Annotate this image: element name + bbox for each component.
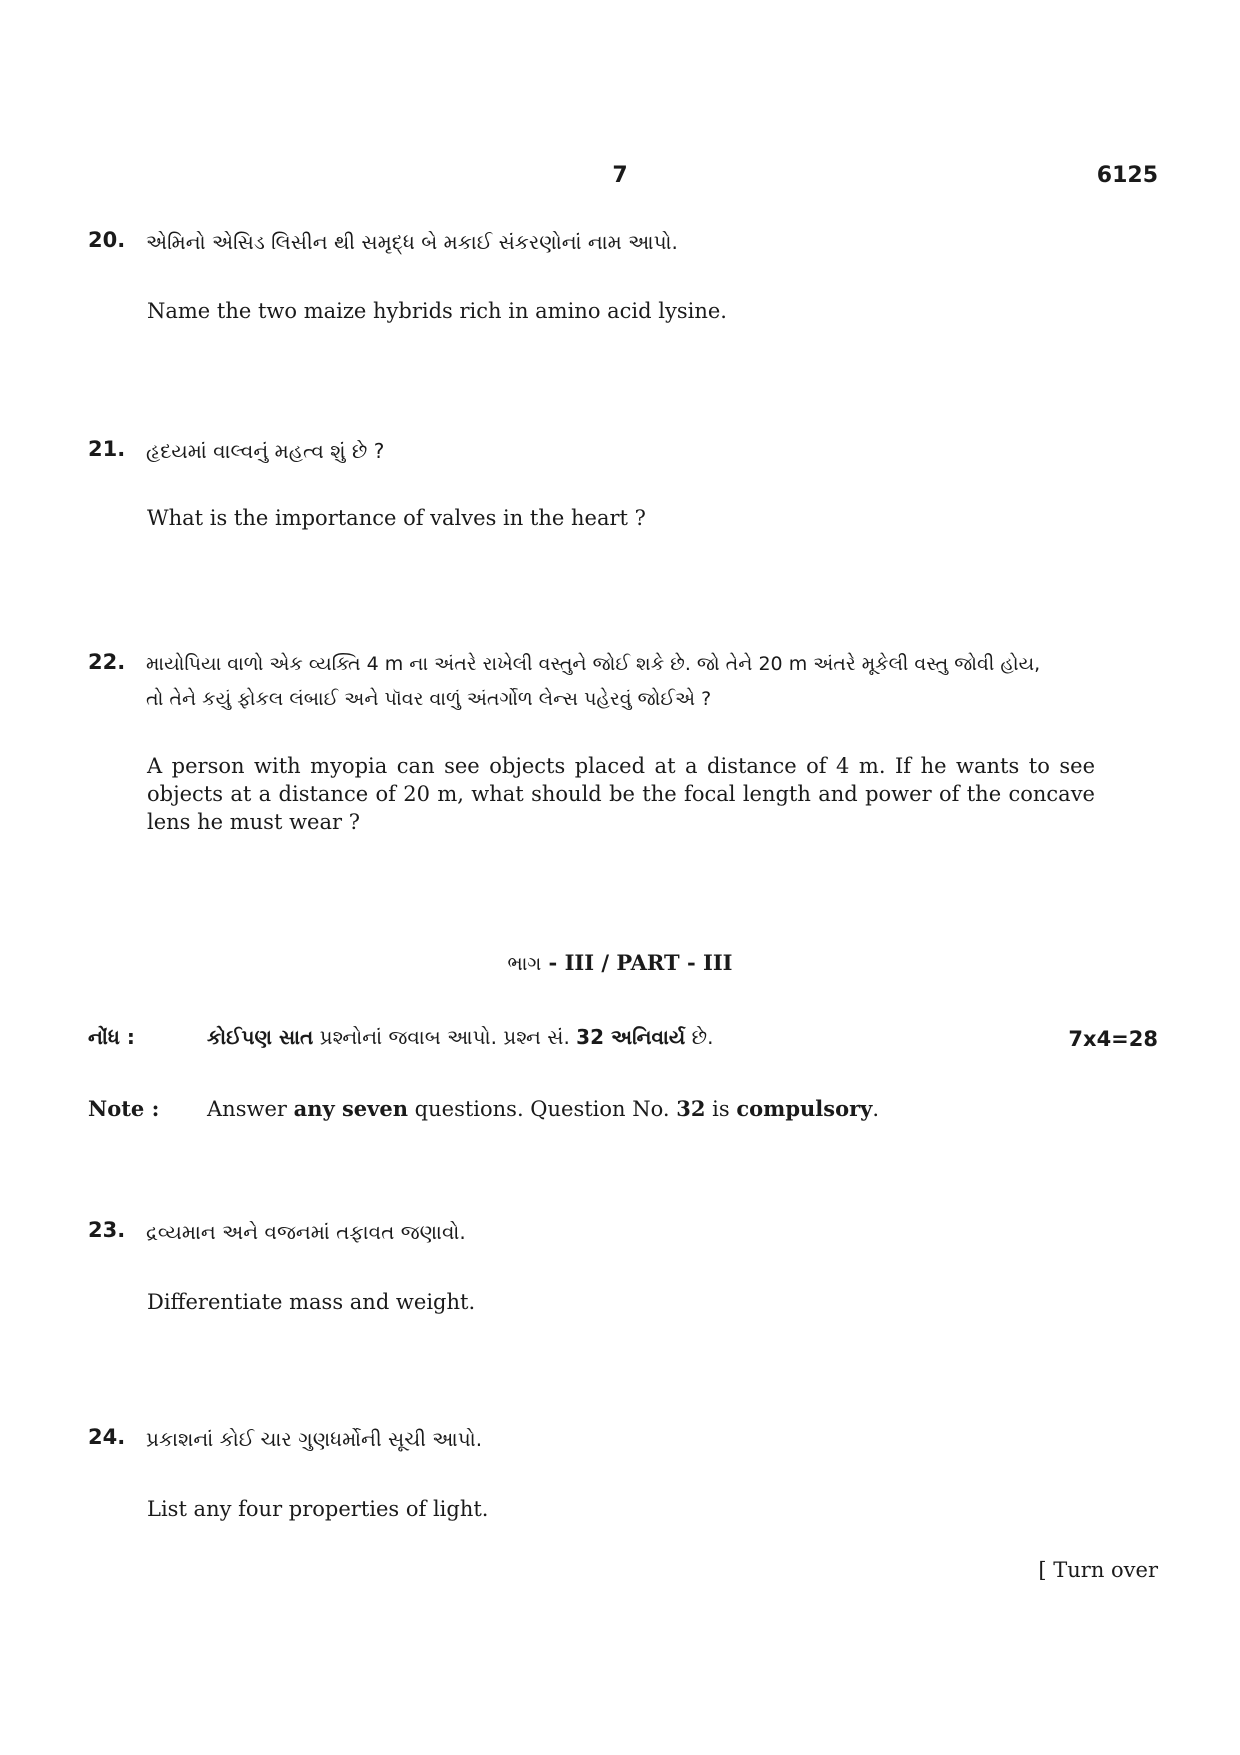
note-text-gujarati (207, 1025, 713, 1049)
paper-code: 6125 (1096, 163, 1158, 188)
note-english-text: is (705, 1097, 737, 1121)
note-english-emphasis: any seven (293, 1096, 408, 1121)
note-gujarati-emphasis: અનિવાર્ય (604, 1025, 686, 1049)
question-text-gujarati: દ્રવ્યમાન અને વજનમાં તફાવત જણાવો. (146, 1220, 466, 1244)
question-text-gujarati: એમિનો એસિડ લિસીન થી સમૃદ્ધ બે મકાઈ સંકરણોનાં નામ આપો. (146, 230, 678, 254)
question-text-english: A person with myopia can see objects placed at a distance of 4 m. If he wants to see objects at a distance of 20 m, what should be the focal length and power of the concave lens he must wear ? (147, 754, 1095, 834)
question-number: 20. (88, 228, 126, 252)
note-text-english (207, 1096, 879, 1121)
part-heading-roman: III (703, 950, 733, 975)
part-heading-english: PART (616, 950, 680, 975)
note-english-emphasis: compulsory (736, 1096, 873, 1121)
question-text-gujarati-line-2: તો તેને કયું ફોકલ લંબાઈ અને પૉવર વાળું અંતર્ગોળ લેન્સ પહેરવું જોઈએ ? (146, 688, 712, 710)
question-number: 22. (88, 650, 126, 674)
note-gujarati-text: છે. (685, 1025, 714, 1049)
part-heading (0, 950, 1240, 975)
question-text-english: List any four properties of light. (147, 1497, 489, 1521)
turn-over-label: [ Turn over (1038, 1558, 1158, 1582)
marks-allocation: 7x4=28 (1068, 1027, 1158, 1051)
question-text-english: What is the importance of valves in the heart ? (147, 506, 646, 530)
question-text-english: Name the two maize hybrids rich in amino acid lysine. (147, 299, 727, 323)
part-heading-separator: - (541, 950, 565, 975)
question-text-gujarati: હૃદયમાં વાલ્વનું મહત્વ શું છે ? (146, 439, 385, 463)
question-number: 24. (88, 1425, 126, 1449)
note-label-gujarati: નોંધ : (88, 1025, 135, 1049)
note-english-text: questions. Question No. (408, 1097, 677, 1121)
question-text-gujarati: પ્રકાશનાં કોઈ ચાર ગુણધર્મોની સૂચી આપો. (146, 1427, 483, 1451)
note-label-english: Note : (88, 1096, 160, 1121)
note-gujarati-text: પ્રશ્નોનાં જવાબ આપો. પ્રશ્ન સં. (313, 1025, 577, 1049)
note-english-text: Answer (207, 1097, 294, 1121)
question-number: 21. (88, 437, 126, 461)
page-number: 7 (612, 163, 628, 188)
part-heading-gujarati: ભાગ (507, 953, 542, 975)
question-text-gujarati-line-1: માયોપિયા વાળો એક વ્યક્તિ 4 m ના અંતરે રાખેલી વસ્તુને જોઈ શકે છે. જો તેને 20 m અંતરે મૂકેલી વસ્તુ જોવી હોય, (146, 653, 1041, 675)
part-heading-separator: - (679, 950, 703, 975)
note-gujarati-emphasis: કોઈપણ સાત (207, 1025, 314, 1049)
part-heading-slash: / (594, 950, 617, 975)
question-number: 23. (88, 1218, 126, 1242)
part-heading-roman: III (564, 950, 595, 975)
note-gujarati-question-number: 32 (576, 1025, 605, 1049)
note-english-text: . (872, 1097, 880, 1121)
note-english-question-number: 32 (676, 1096, 706, 1121)
question-text-english: Differentiate mass and weight. (147, 1290, 476, 1314)
